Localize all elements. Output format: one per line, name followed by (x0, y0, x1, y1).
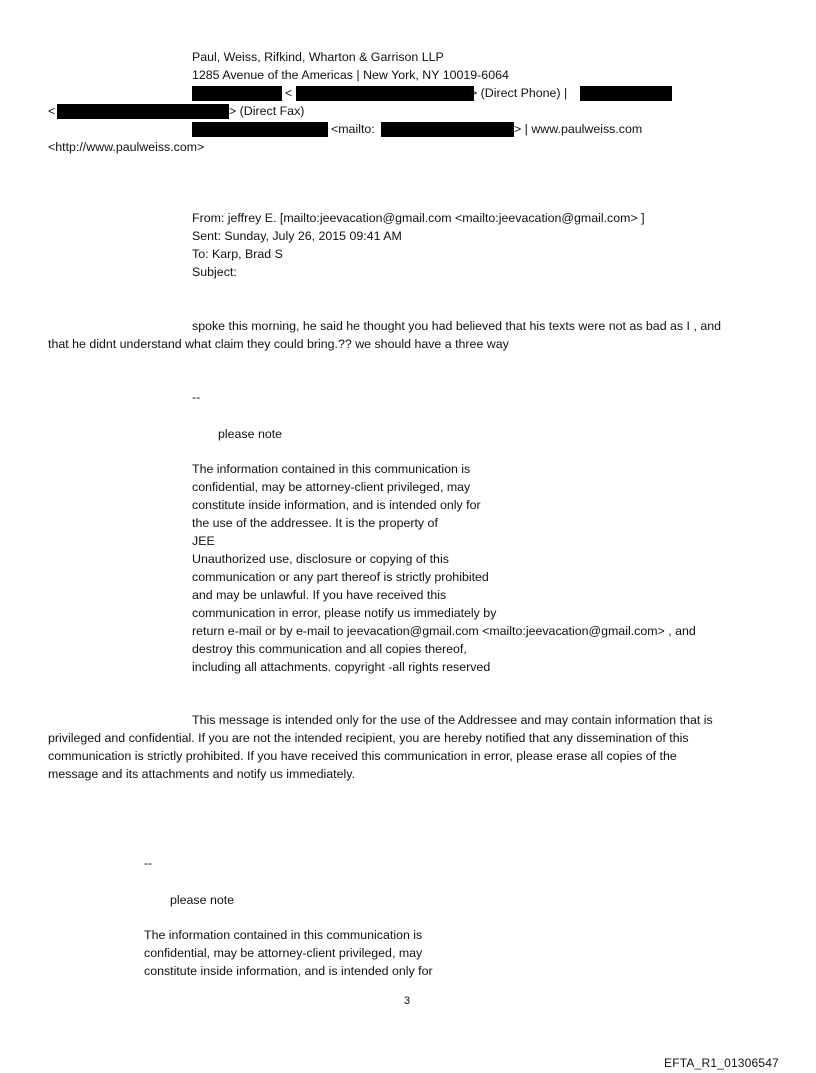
disclaimer-line: confidential, may be attorney-client privileged, may (192, 480, 471, 494)
disclaimer-line: destroy this communication and all copies thereof, (192, 642, 467, 656)
disclaimer-line: The information contained in this communication is (144, 928, 423, 942)
website-label: > | www.paulweiss.com (514, 122, 643, 136)
signature-dashes: -- (144, 856, 153, 870)
fax-open: < (48, 104, 56, 118)
disclaimer-line: constitute inside information, and is intended only for (192, 498, 481, 512)
email-body-line-1: spoke this morning, he said he thought you had believed that his texts were not as bad as I , and (192, 319, 722, 333)
redaction-box (192, 86, 282, 101)
redaction-box (580, 86, 672, 101)
firm-disclaimer-line: communication is strictly prohibited. If you have received this communication in error, please erase all copies of the (48, 749, 677, 763)
firm-name: Paul, Weiss, Rifkind, Wharton & Garrison LLP (192, 50, 444, 64)
redaction-box (296, 86, 474, 101)
email-body-line-2: that he didnt understand what claim they could bring.?? we should have a three way (48, 337, 509, 351)
disclaimer-line: Unauthorized use, disclosure or copying of this (192, 552, 449, 566)
direct-phone-label: > (Direct Phone) | (470, 86, 568, 100)
email-from: From: jeffrey E. [mailto:jeevacation@gmail.com <mailto:jeevacation@gmail.com> ] (192, 211, 645, 225)
direct-fax-label: > (Direct Fax) (229, 104, 305, 118)
signature-dashes: -- (192, 390, 201, 404)
disclaimer-line: return e-mail or by e-mail to jeevacation@gmail.com <mailto:jeevacation@gmail.com> , and (192, 624, 696, 638)
disclaimer-line: the use of the addressee. It is the property of (192, 516, 438, 530)
firm-disclaimer-line: privileged and confidential. If you are not the intended recipient, you are hereby notified that any dissemination of this (48, 731, 689, 745)
disclaimer-line: communication or any part thereof is strictly prohibited (192, 570, 489, 584)
page-number: 3 (404, 995, 411, 1007)
email-to: To: Karp, Brad S (192, 247, 283, 261)
bates-number: EFTA_R1_01306547 (664, 1056, 780, 1070)
disclaimer-line: JEE (192, 534, 215, 548)
disclaimer-line: The information contained in this communication is (192, 462, 471, 476)
mailto-label: <mailto: (331, 122, 375, 136)
firm-disclaimer-line: message and its attachments and notify us immediately. (48, 767, 355, 781)
firm-disclaimer-line: This message is intended only for the use of the Addressee and may contain information that is (192, 713, 713, 727)
website-url: <http://www.paulweiss.com> (48, 140, 205, 154)
email-sent: Sent: Sunday, July 26, 2015 09:41 AM (192, 229, 402, 243)
email-subject: Subject: (192, 265, 237, 279)
please-note: please note (170, 893, 235, 907)
disclaimer-line: communication in error, please notify us immediately by (192, 606, 497, 620)
disclaimer-line: constitute inside information, and is intended only for (144, 964, 433, 978)
disclaimer-line: confidential, may be attorney-client privileged, may (144, 946, 423, 960)
phone-open: < (285, 86, 293, 100)
disclaimer-line: including all attachments. copyright -all rights reserved (192, 660, 491, 674)
disclaimer-line: and may be unlawful. If you have received this (192, 588, 447, 602)
redaction-box (57, 104, 229, 119)
please-note: please note (218, 427, 283, 441)
redaction-box (381, 122, 514, 137)
redaction-box (192, 122, 328, 137)
firm-address: 1285 Avenue of the Americas | New York, NY 10019-6064 (192, 68, 509, 82)
